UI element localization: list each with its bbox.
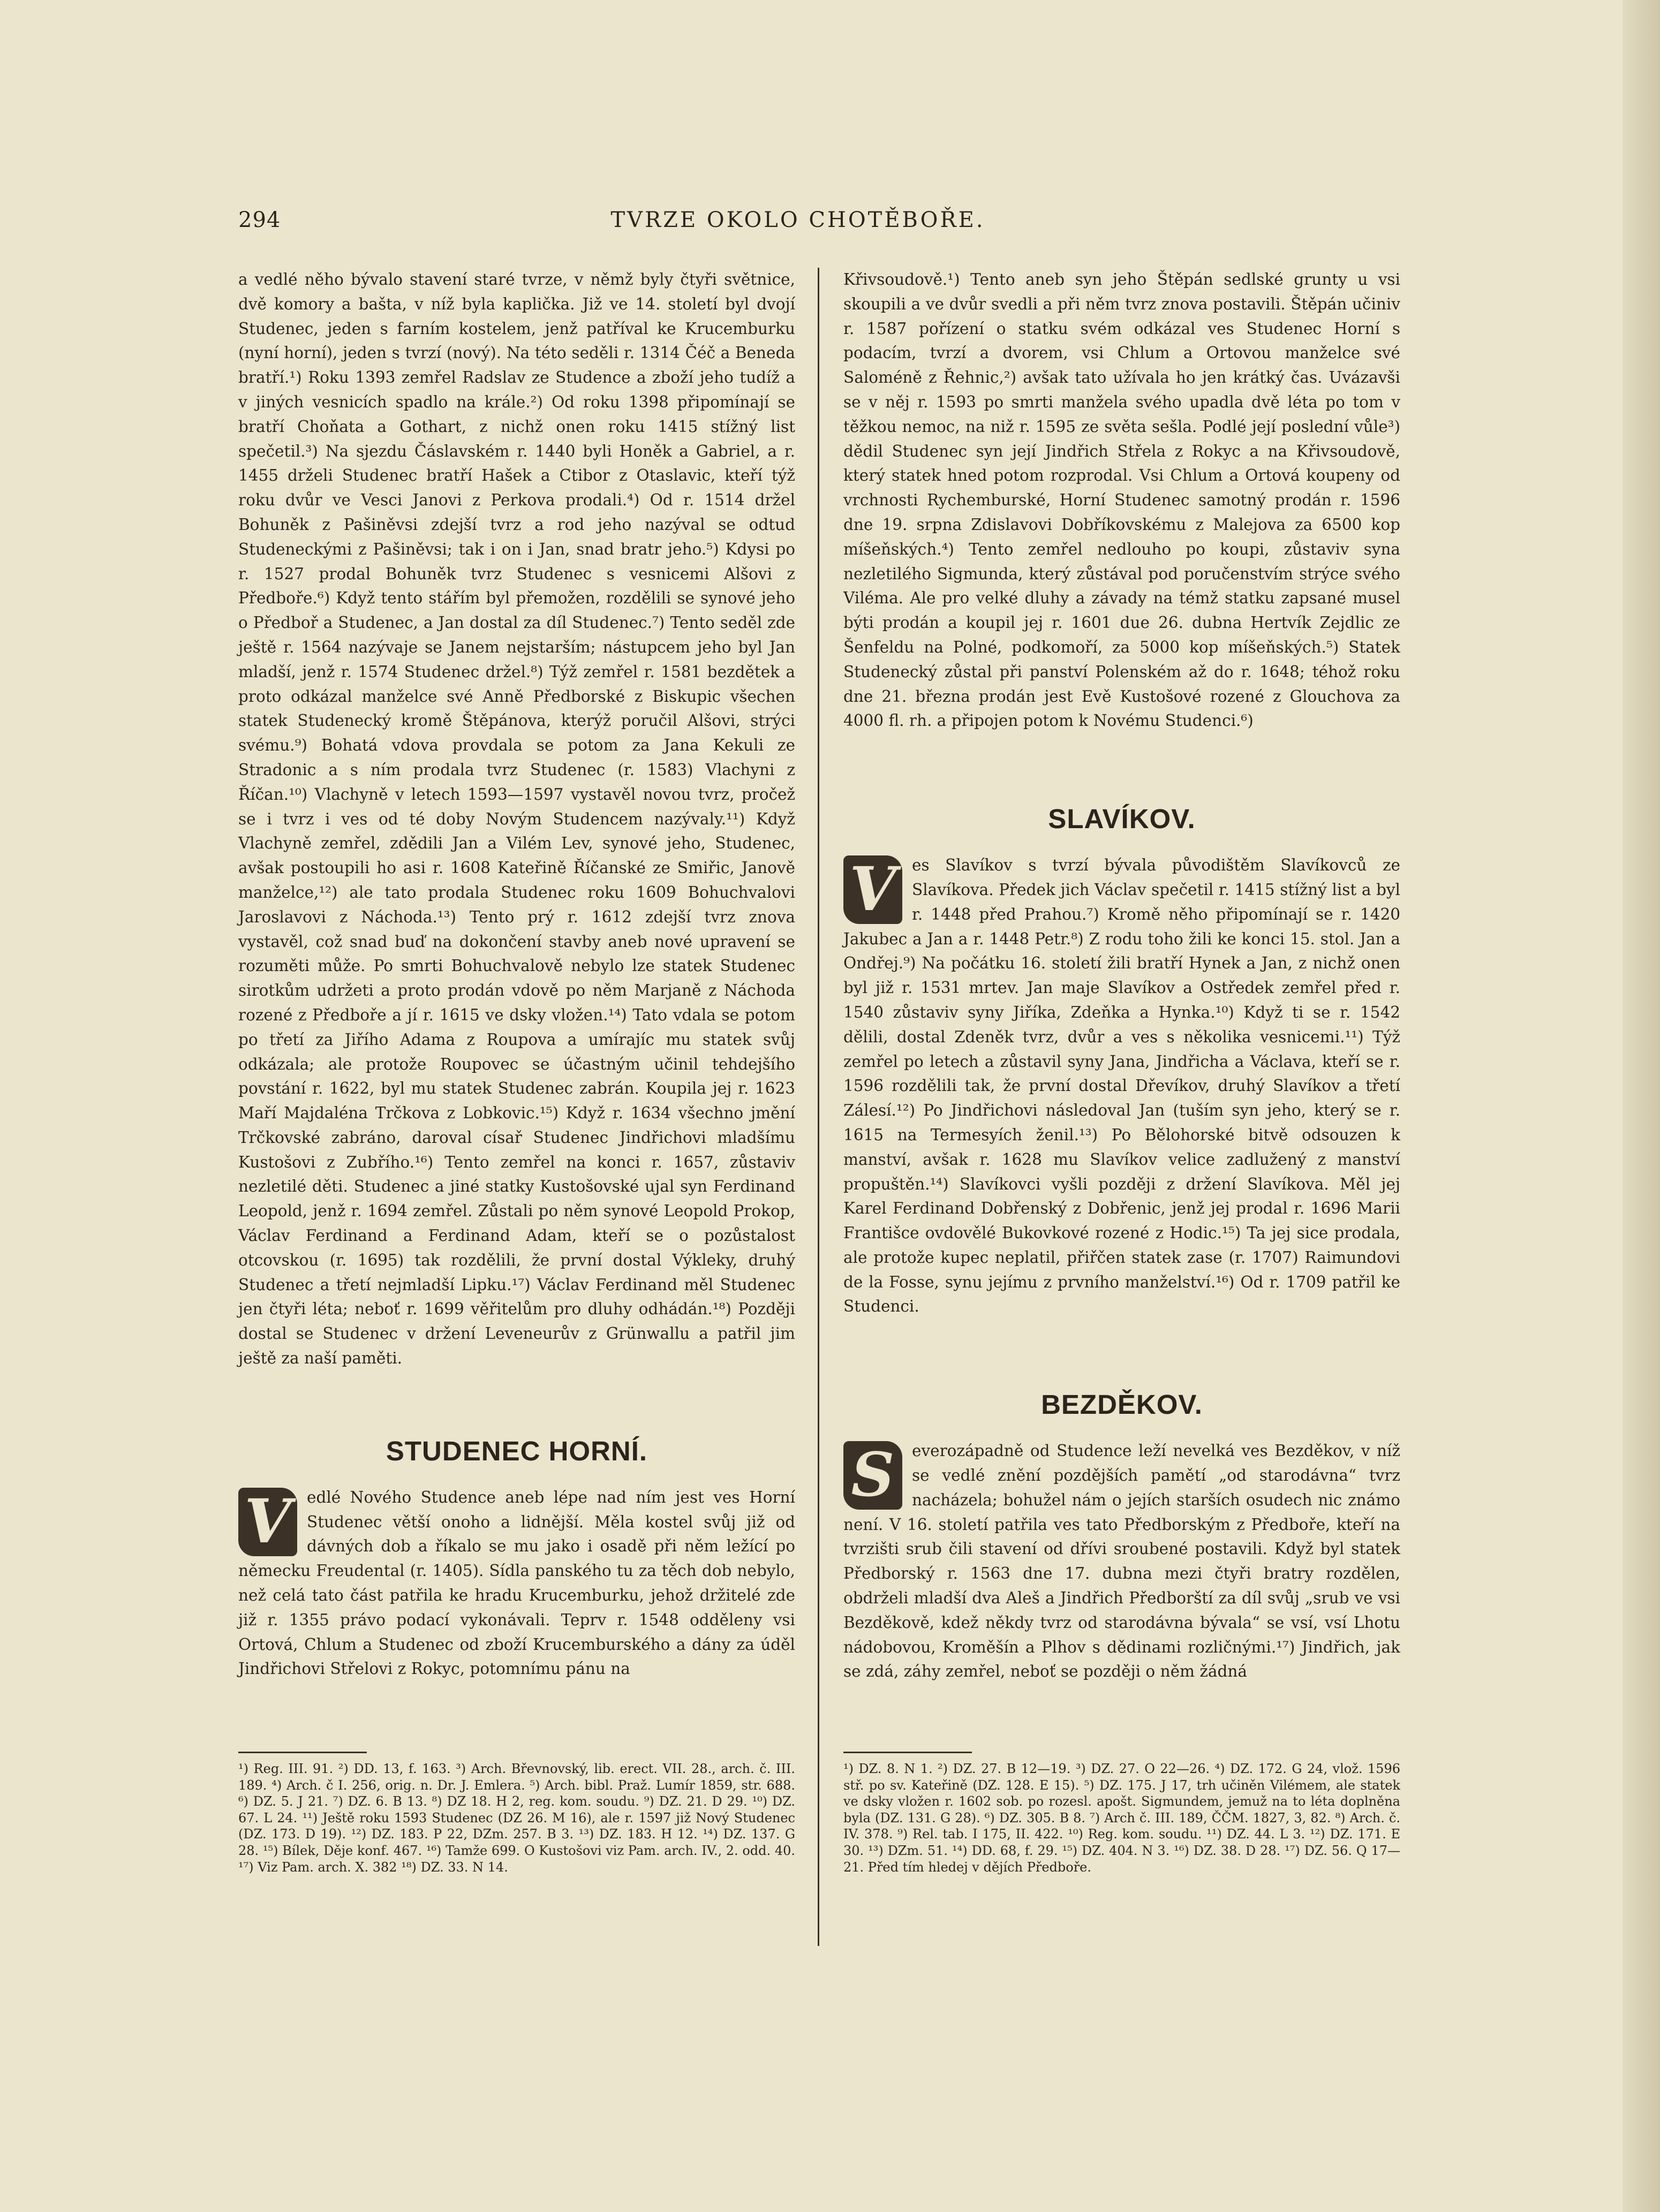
right-column	[843, 268, 1400, 1684]
left-footnotes-text: ¹) Reg. III. 91. ²) DD. 13, f. 163. ³) Arch. Břevnovský, lib. erect. VII. 28., arch. č. III. 189. ⁴) Arch. č I. 256, orig. n. Dr. J. Emlera. ⁵) Arch. bibl. Praž. Lumír 1859, str. 688. ⁶) DZ. 5. J 21. ⁷) DZ. 6. B 13. ⁸) DZ 18. H 2, reg. kom. soudu. ⁹) DZ. 21. D 29. ¹⁰) DZ. 67. L 24. ¹¹) Ještě roku 1593 Studenec (DZ 26. M 16), ale r. 1597 již Nový Studenec (DZ. 173. D 19). ¹²) DZ. 183. P 22, DZm. 257. B 3. ¹³) DZ. 183. H 12. ¹⁴) DZ. 137. G 28. ¹⁵) Bílek, Děje konf. 467. ¹⁶) Tamže 699. O Kustošovi viz Pam. arch. IV., 2. odd. 40. ¹⁷) Viz Pam. arch. X. 382 ¹⁸) DZ. 33. N 14.	[238, 1761, 795, 1875]
right-footnotes-text: ¹) DZ. 8. N 1. ²) DZ. 27. B 12—19. ³) DZ. 27. O 22—26. ⁴) DZ. 172. G 24, vlož. 1596 stř. po sv. Kateřině (DZ. 128. E 15). ⁵) DZ. 175. J 17, trh učiněn Vilémem, ale statek ve dsky vložen r. 1602 sob. po rozesl. apošt. Sigmundem, jemuž na to léta doplněna byla (DZ. 131. G 28). ⁶) DZ. 305. B 8. ⁷) Arch č. III. 189, ČČM. 1827, 3, 82. ⁸) Arch. č. IV. 378. ⁹) Rel. tab. I 175, II. 422. ¹⁰) Reg. kom. soudu. ¹¹) DZ. 44. L 3. ¹²) DZ. 171. E 30. ¹³) DZm. 51. ¹⁴) DD. 68, f. 29. ¹⁵) DZ. 404. N 3. ¹⁶) DZ. 38. D 28. ¹⁷) DZ. 56. Q 17—21. Před tím hledej v dějích Předboře.	[843, 1761, 1400, 1875]
left-intro-paragraph: a vedlé něho bývalo stavení staré tvrze, v němž byly čtyři světnice, dvě komory a bašta, v níž byla kaplička. Již ve 14. století byl dvojí Studenec, jeden s farním kostelem, jenž patříval ke Krucemburku (nyní horní), jeden s tvrzí (nový). Na této seděli r. 1314 Čéč a Beneda bratří.¹) Roku 1393 zemřel Radslav ze Studence a zboží jeho tudíž a v jiných vesnicích spadlo na krále.²) Od roku 1398 připomínají se bratří Choňata a Gothart, z nichž onen roku 1415 stížný list spečetil.³) Na sjezdu Čáslavském r. 1440 byli Honěk a Gabriel, a r. 1455 drželi Studenec bratří Hašek a Ctibor z Otaslavic, kteří týž roku dvůr ve Vesci Janovi z Perkova prodali.⁴) Od r. 1514 držel Bohuněk z Pašiněvsi zdejší tvrz a rod jeho nazýval se odtud Studeneckými z Pašiněvsi; tak i on i Jan, snad bratr jeho.⁵) Kdysi po r. 1527 prodal Bohuněk tvrz Studenec s vesnicemi Alšovi z Předboře.⁶) Když tento stářím byl přemožen, rozdělili se synové jeho o Předboř a Studenec, a Jan dostal za díl Studenec.⁷) Tento seděl zde ještě r. 1564 nazývaje se Janem nejstarším; nástupcem jeho byl Jan mladší, jenž r. 1574 Studenec držel.⁸) Týž zemřel r. 1581 bezdětek a proto odkázal manželce své Anně Předborské z Biskupic všechen statek Studenecký kromě Štěpánova, kterýž poručil Alšovi, strýci svému.⁹) Bohatá vdova provdala se potom za Jana Kekuli ze Stradonic a s ním prodala tvrz Studenec (r. 1583) Vlachyni z Říčan.¹⁰) Vlachyně v letech 1593—1597 vystavěl novou tvrz, pročež se i tvrz i ves od té doby Novým Studencem nazývaly.¹¹) Když Vlachyně zemřel, zdědili Jan a Vilém Lev, synové jeho, Studenec, avšak postoupili ho asi r. 1608 Kateřině Říčanské ze Smiřic, Janově manželce,¹²) ale tato prodala Studenec roku 1609 Bohuchvalovi Jaroslavovi z Náchoda.¹³) Tento prý r. 1612 zdejší tvrz znova vystavěl, což snad buď na dokončení stavby aneb nové upravení se rozuměti může. Po smrti Bohuchvalově nebylo lze statek Studenec sirotkům udržeti a proto prodán vdově po něm Marjaně z Náchoda rozené z Předboře a jí r. 1615 ve dsky vložen.¹⁴) Tato vdala se potom po třetí za Jiřího Adama z Roupova a umírajíc mu statek svůj odkázala; ale protože Roupovec se účastným učinil tehdejšího povstání r. 1622, byl mu statek Studenec zabrán. Koupila jej r. 1623 Maří Majdaléna Trčkova z Lobkovic.¹⁵) Když r. 1634 všechno jmění Trčkovské zabráno, daroval císař Studenec Jindřichovi mladšímu Kustošovi z Zubřího.¹⁶) Tento zemřel na konci r. 1657, zůstaviv nezletilé děti. Studenec a jiné statky Kustošovské ujal syn Ferdinand Leopold, jenž r. 1694 zemřel. Zůstali po něm synové Leopold Prokop, Václav Ferdinand a Ferdinand Adam, kteří se o pozůstalost otcovskou (r. 1695) tak rozdělili, že první dostal Výkleky, druhý Studenec a třetí nejmladší Lipku.¹⁷) Václav Ferdinand měl Studenec jen čtyři léta; neboť r. 1699 věřitelům pro dluhy odhádán.¹⁸) Později dostal se Studenec v držení Leveneurův z Grünwallu a patřil jim ještě za naší paměti.	[238, 270, 795, 1368]
bezdekov-paragraph	[843, 1439, 1400, 1684]
page-edge	[1623, 0, 1660, 2212]
studenec-horni-paragraph	[238, 1486, 795, 1681]
dropcap-initial: S	[843, 1441, 902, 1510]
running-title: TVRZE OKOLO CHOTĚBOŘE.	[610, 208, 985, 232]
section-title-bezdekov: BEZDĚKOV.	[1041, 1389, 1203, 1420]
section-title-slavikov: SLAVÍKOV.	[1048, 804, 1196, 835]
dropcap-initial: V	[843, 855, 902, 924]
footnote-rule	[843, 1752, 972, 1753]
footnote-rule	[238, 1752, 367, 1753]
slavikov-text: es Slavíkov s tvrzí bývala původištěm Slavíkovců ze Slavíkova. Předek jich Václav spečetil r. 1415 stížný list a byl r. 1448 před Prahou.⁷) Kromě něho připomínají se r. 1420 Jakubec a Jan a r. 1448 Petr.⁸) Z rodu toho žili ke konci 15. stol. Jan a Ondřej.⁹) Na počátku 16. století žili bratří Hynek a Jan, z nichž onen byl již r. 1531 mrtev. Jan maje Slavíkov a Ostředek zemřel před r. 1540 zůstaviv syny Jiříka, Zdeňka a Hynka.¹⁰) Když ti se r. 1542 dělili, dostal Zdeněk tvrz, dvůr a ves s několika vesnicemi.¹¹) Týž zemřel po letech a zůstavil syny Jana, Jindřicha a Václava, kteří se r. 1596 rozdělili tak, že první dostal Dřevíkov, druhý Slavíkov a třetí Zálesí.¹²) Po Jindřichovi následoval Jan (tuším syn jeho, který se r. 1615 na Termesyích ženil.¹³) Po Bělohorské bitvě odsouzen k manství, avšak r. 1628 mu Slavíkov velice zadlužený z manství propuštěn.¹⁴) Slavíkovci vyšli později z držení Slavíkova. Měl jej Karel Ferdinand Dobřenský z Dobřenic, jenž jej prodal r. 1696 Marii Františce ovdovělé Bukovkové rozené z Hodic.¹⁵) Ta jej sice prodala, ale protože kupec neplatil, přiřčen statek zase (r. 1707) Raimundovi de la Fosse, synu jejímu z prvního manželství.¹⁶) Od r. 1709 patřil ke Studenci.	[843, 856, 1400, 1316]
dropcap-initial: V	[238, 1488, 297, 1556]
left-column	[238, 268, 795, 1681]
slavikov-paragraph	[843, 853, 1400, 1319]
studenec-horni-text: edlé Nového Studence aneb lépe nad ním jest ves Horní Studenec větší onoho a lidnější. Měla kostel svůj již od dávných dob a říkalo se mu jako i osadě při něm ležící po německu Freudental (r. 1405). Sídla panského tu za těch dob nebylo, než celá tato část patřila ke hradu Krucemburku, jehož držitelé zde již r. 1355 právo podací vykonávali. Teprv r. 1548 odděleny vsi Ortová, Chlum a Studenec od zboží Krucemburského a dány za úděl Jindřichovi Střelovi z Rokyc, potomnímu pánu na	[238, 1488, 795, 1678]
left-footnotes	[238, 1752, 795, 1875]
right-intro-paragraph: Křivsoudově.¹) Tento aneb syn jeho Štěpán sedlské grunty u vsi skoupili a ve dvůr svedli a při něm tvrz znova postavili. Štěpán učiniv r. 1587 pořízení o statku svém odkázal ves Studenec Horní s podacím, tvrzí a dvorem, vsi Chlum a Ortovou manželce své Saloméně z Řehnic,²) avšak tato užívala ho jen krátký čas. Uvázavši se v něj r. 1593 po smrti manžela svého upadla dvě léta po tom v těžkou nemoc, na niž r. 1595 ze světa sešla. Podlé její poslední vůle³) dědil Studenec syn její Jindřich Střela z Rokyc a na Křivsoudově, který statek hned potom rozprodal. Vsi Chlum a Ortová koupeny od vrchnosti Rychemburské, Horní Studenec samotný prodán r. 1596 dne 19. srpna Zdislavovi Dobříkovskému z Malejova za 6500 kop míšeňských.⁴) Tento zemřel nedlouho po koupi, zůstaviv syna nezletilého Sigmunda, který zůstával pod poručenstvím strýce svého Viléma. Ale pro velké dluhy a závady na témž statku zapsané musel býti prodán a koupil jej r. 1601 due 26. dubna Hertvík Zejdlic ze Šenfeldu na Polné, podkomoří, za 5000 kop míšeňských.⁵) Statek Studenecký zůstal při panství Polenském až do r. 1648; téhož roku dne 21. března prodán jest Evě Kustošové rozené z Glouchova za 4000 fl. rh. a připojen potom k Novému Studenci.⁶)	[843, 270, 1400, 730]
right-footnotes	[843, 1752, 1400, 1875]
page-number: 294	[238, 208, 281, 232]
column-divider	[818, 268, 819, 1946]
bezdekov-text: everozápadně od Studence leží nevelká ves Bezděkov, v níž se vedlé znění pozdějších pamětí „od starodávna“ tvrz nacházela; bohužel nám o jejích starších osudech nic známo není. V 16. století patřila ves tato Předborským z Předboře, kteří na tvrzišti srub čili stavení od dřívi sroubené postavili. Když byl statek Předborský r. 1563 dne 17. dubna mezi čtyři bratry rozdělen, obdrželi mladší dva Aleš a Jindřich Předborští za díl svůj „srub ve vsi Bezděkově, kdež někdy tvrz od starodávna bývala“ se vsí, vsí Lhotu nádobovou, Kroměšín a Plhov s dědinami rozličnými.¹⁷) Jindřich, jak se zdá, záhy zemřel, neboť se později o něm žádná	[843, 1442, 1400, 1681]
page-header	[238, 208, 1357, 240]
section-title-studenec-horni: STUDENEC HORNÍ.	[386, 1435, 648, 1466]
